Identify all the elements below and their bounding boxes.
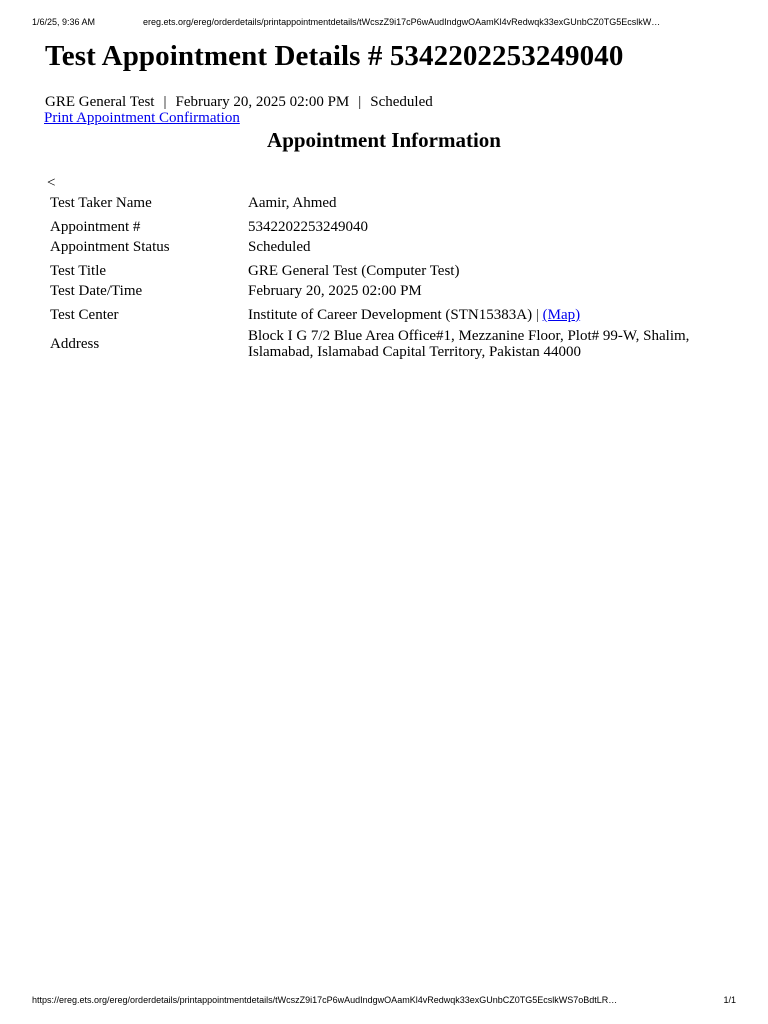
test-center <box>248 307 718 323</box>
print-header <box>32 17 736 31</box>
row-label: Appointment Status <box>50 239 170 255</box>
back-glyph: < <box>47 175 56 191</box>
row-label: Test Title <box>50 263 107 279</box>
test-center-name: Institute of Career Development (STN15383A) <box>248 307 533 323</box>
row-label: Appointment # <box>50 219 141 235</box>
page-title: Test Appointment Details # 5342202253249040 <box>45 40 624 72</box>
summary-test-name: GRE General Test <box>45 94 155 110</box>
map-link[interactable]: (Map) <box>542 307 581 323</box>
row-label: Address <box>50 336 100 352</box>
test-center-separator: | <box>535 307 539 323</box>
appointment-summary <box>45 94 433 111</box>
print-footer-url: https://ereg.ets.org/ereg/orderdetails/printappointmentdetails/tWcszZ9i17cP6wAudIndgwOAamKl4vRedwqk33exGUnbCZ0TG5EcslkWS7oBdtLR… <box>32 995 618 1005</box>
print-confirmation-link[interactable]: Print Appointment Confirmation <box>44 110 240 126</box>
summary-separator: | <box>358 94 362 110</box>
appointment-status: Scheduled <box>248 239 311 255</box>
print-header-url: ereg.ets.org/ereg/orderdetails/printappointmentdetails/tWcszZ9i17cP6wAudIndgwOAamKl4vRedwqk33exGUnbCZ0TG5EcslkW… <box>143 17 661 27</box>
section-title: Appointment Information <box>267 128 501 152</box>
test-title: GRE General Test (Computer Test) <box>248 263 460 279</box>
row-label: Test Date/Time <box>50 283 143 299</box>
test-center-address: Block I G 7/2 Blue Area Office#1, Mezzanine Floor, Plot# 99-W, Shalim, Islamabad, Islamabad Capital Territory, Pakistan 44000 <box>248 328 690 360</box>
summary-datetime: February 20, 2025 02:00 PM <box>175 94 350 110</box>
test-datetime: February 20, 2025 02:00 PM <box>248 283 422 299</box>
test-taker-name: Aamir, Ahmed <box>248 195 337 211</box>
row-label: Test Taker Name <box>50 195 152 211</box>
print-footer <box>32 995 736 1009</box>
summary-separator: | <box>163 94 167 110</box>
appointment-number: 5342202253249040 <box>248 219 368 235</box>
row-label: Test Center <box>50 307 119 323</box>
summary-status: Scheduled <box>370 94 433 110</box>
page-count: 1/1 <box>723 995 736 1005</box>
print-timestamp: 1/6/25, 9:36 AM <box>32 17 96 27</box>
